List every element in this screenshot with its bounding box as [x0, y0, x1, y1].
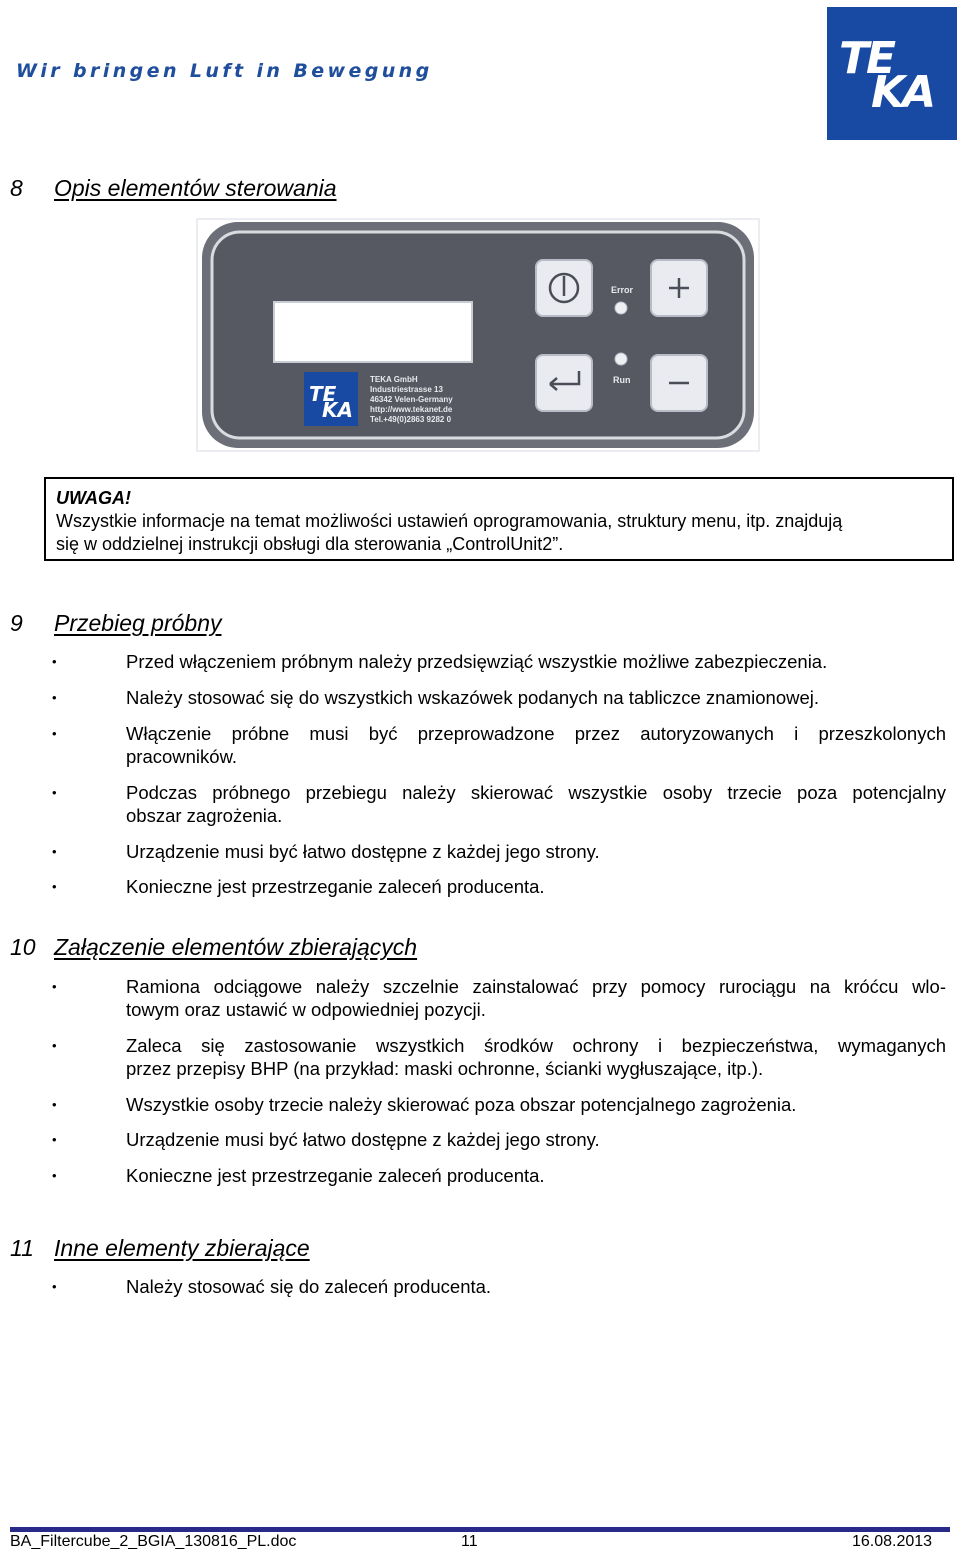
list-item-text: Podczas próbnego przebiegu należy skierować wszystkie osoby trzecie poza potencjalny: [126, 782, 946, 803]
list-item-text: Zaleca się zastosowanie wszystkich środków ochrony i bezpieczeństwa, wymaganych: [126, 1035, 946, 1056]
section-number: 11: [10, 1235, 34, 1261]
company-slogan: Wir bringen Luft in Bewegung: [16, 60, 433, 82]
list-item-text: Konieczne jest przestrzeganie zaleceń producenta.: [126, 876, 545, 897]
list-item-text: Urządzenie musi być łatwo dostępne z każdej jego strony.: [126, 1129, 600, 1150]
footer-filename: BA_Filtercube_2_BGIA_130816_PL.doc: [10, 1533, 297, 1550]
list-item-text: przez przepisy BHP (na przykład: maski ochronne, ścianki wygłuszające, itp.).: [126, 1058, 764, 1079]
list-item-text: obszar zagrożenia.: [126, 805, 283, 826]
bullet: •: [52, 1279, 57, 1294]
list-item-text: Należy stosować się do wszystkich wskazówek podanych na tabliczce znamionowej.: [126, 687, 820, 708]
logo-text-top: TE: [839, 33, 894, 84]
run-label: Run: [613, 375, 631, 385]
note-line: Wszystkie informacje na temat możliwości ustawień oprogramowania, struktury menu, itp. znajdują: [56, 511, 843, 531]
company-line: Industriestrasse 13: [370, 385, 443, 394]
section-number: 9: [10, 610, 23, 636]
bullet: •: [52, 654, 57, 669]
list-item-text: pracowników.: [126, 746, 238, 767]
list-item-text: towym oraz ustawić w odpowiedniej pozycji.: [126, 999, 486, 1020]
list-item-text: Włączenie próbne musi być przeprowadzone przez autoryzowanych i przeszkolonych: [126, 723, 946, 744]
bullet: •: [52, 785, 57, 800]
teka-logo: [827, 7, 957, 140]
plus-button[interactable]: [651, 260, 707, 316]
bullet: •: [52, 1097, 57, 1112]
power-button[interactable]: [536, 260, 592, 316]
bullet: •: [52, 879, 57, 894]
note-heading: UWAGA!: [56, 488, 131, 508]
note-line: się w oddzielnej instrukcji obsługi dla sterowania „ControlUnit2”.: [56, 534, 564, 554]
display-window: [274, 302, 472, 362]
bullet: •: [52, 1168, 57, 1183]
svg-text:KA: KA: [322, 398, 353, 422]
section-8-heading: [10, 175, 337, 202]
section-9-heading: [10, 610, 222, 637]
section-title: Opis elementów sterowania: [54, 175, 337, 201]
list-item-text: Należy stosować się do zaleceń producenta.: [126, 1276, 492, 1297]
section-11-heading: [10, 1235, 310, 1262]
company-line: TEKA GmbH: [370, 375, 418, 384]
bullet: •: [52, 979, 57, 994]
bullet: •: [52, 690, 57, 705]
section-10-heading: [10, 934, 417, 961]
section-number: 10: [10, 934, 36, 960]
company-line: http://www.tekanet.de: [370, 405, 453, 414]
footer-page-number: 11: [461, 1533, 478, 1550]
list-item-text: Przed włączeniem próbnym należy przedsięwziąć wszystkie możliwe zabezpieczenia.: [126, 651, 828, 672]
bullet: •: [52, 726, 57, 741]
section-title: Inne elementy zbierające: [54, 1235, 310, 1261]
list-item-text: Urządzenie musi być łatwo dostępne z każdej jego strony.: [126, 841, 600, 862]
enter-button[interactable]: [536, 355, 592, 411]
error-led: [615, 302, 627, 314]
list-item-text: Ramiona odciągowe należy szczelnie zainstalować przy pomocy rurociągu na króćcu wlo-: [126, 976, 946, 997]
run-led: [615, 353, 627, 365]
svg-text:TE: TE: [309, 382, 337, 406]
bullet: •: [52, 844, 57, 859]
company-line: Tel.+49(0)2863 9282 0: [370, 415, 452, 424]
list-item-text: Wszystkie osoby trzecie należy skierować poza obszar potencjalnego zagrożenia.: [126, 1094, 797, 1115]
section-title: Załączenie elementów zbierających: [54, 934, 418, 960]
minus-button[interactable]: [651, 355, 707, 411]
bullet: •: [52, 1038, 57, 1053]
footer-divider: [10, 1527, 950, 1532]
list-item-text: Konieczne jest przestrzeganie zaleceń producenta.: [126, 1165, 545, 1186]
section-number: 8: [10, 175, 23, 201]
bullet: •: [52, 1132, 57, 1147]
control-panel-image: [196, 218, 762, 454]
warning-note: [44, 477, 954, 561]
logo-text-bottom: KA: [871, 67, 934, 118]
section-title: Przebieg próbny: [54, 610, 222, 636]
error-label: Error: [611, 285, 634, 295]
footer-date: 16.08.2013: [852, 1533, 933, 1550]
company-line: 46342 Velen-Germany: [370, 395, 453, 404]
